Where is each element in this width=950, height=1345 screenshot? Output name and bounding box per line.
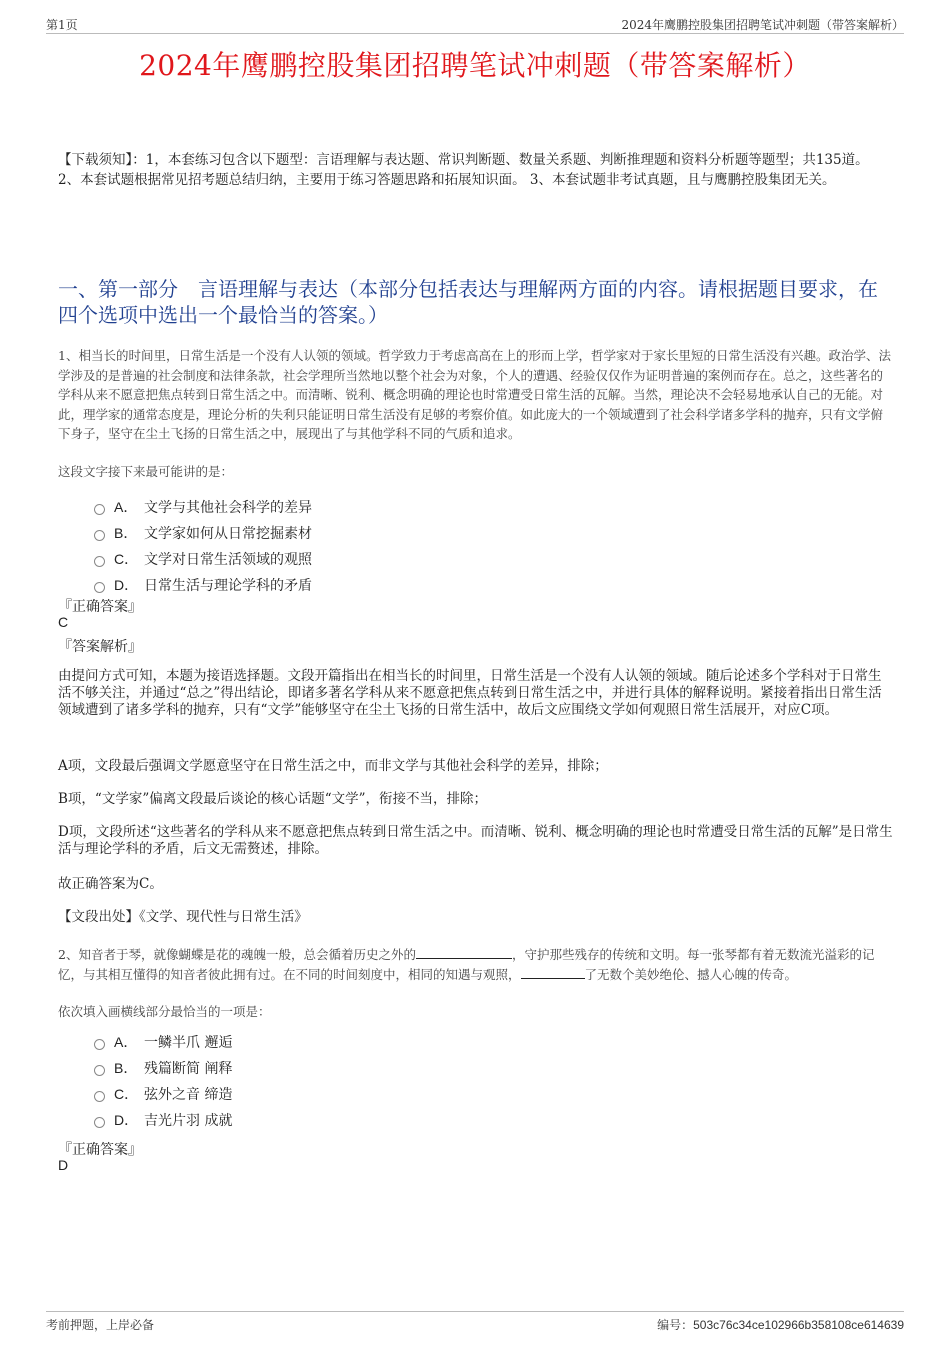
footer-code: 编号：503c76c34ce102966b358108ce614639 — [657, 1318, 904, 1332]
question-1-text: 1、相当长的时间里，日常生活是一个没有人认领的领域。哲学致力于考虑高高在上的形而上学，哲学家对于家长里短的日常生活没有兴趣。政治学、法学涉及的是普遍的社会制度和法律条款，社会学理所当然地以整个社会为对象，个人的遭遇、经验仅仅作为证明普遍的案例而存在。总之，这些著名的学科从来不愿意把焦点转到日常生活之中。而清晰、锐利、概念明确的理论也时常遭受日常生活的瓦解。当然，理论决不会轻易地承认自己的无能。对此，理学家的通常态度是，理论分析的失利只能证明日常生活没有足够的考察价值。如此庞大的一个领域遭到了社会科学诸多学科的抛弃，只有文学俯下身子，坚守在尘土飞扬的日常生活之中，展现出了与其他学科不同的气质和追求。 — [58, 348, 891, 441]
download-notice: 【下载须知】：1，本套练习包含以下题型：言语理解与表达题、常识判断题、数量关系题、判断推理题和资料分析题等题型；共135道。 2、本套试题根据常见招考题总结归纳，主要用于练习答题思路和拓展知识面。 3、本套试题非考试真题，且与鹰鹏控股集团无关。 — [58, 152, 869, 188]
fill-blank-2 — [521, 967, 585, 979]
question-2-options — [94, 1029, 232, 1133]
header-doc-name: 2024年鹰鹏控股集团招聘笔试冲刺题（带答案解析） — [621, 18, 904, 32]
question-2-answer: D — [58, 1157, 69, 1173]
radio-icon[interactable] — [94, 1091, 105, 1102]
question-1-option-d[interactable]: D． 日常生活与理论学科的矛盾 — [94, 572, 312, 598]
question-1-analysis-main: 由提问方式可知，本题为接语选择题。文段开篇指出在相当长的时间里，日常生活是一个没有人认领的领域。随后论述多个学科对于日常生活不够关注，并通过“总之”得出结论，即诸多著名学科从来不愿意把焦点转到日常生活之中，并进行具体的解释说明。紧接着指出日常生活领域遭到了诸多学科的抛弃，只有“文学”能够坚守在尘土飞扬的日常生活中，故后文应围绕文学如何观照日常生活展开，对应C项。 — [58, 668, 882, 718]
question-1-analysis-label: 『答案解析』 — [58, 639, 142, 655]
question-2-option-d[interactable]: D． 吉光片羽 成就 — [94, 1107, 232, 1133]
radio-icon[interactable] — [94, 504, 105, 515]
page-footer — [46, 1311, 904, 1333]
question-1-source: 【文段出处】《文学、现代性与日常生活》 — [58, 909, 308, 925]
question-2-prompt: 依次填入画横线部分最恰当的一项是： — [58, 1004, 271, 1019]
question-1-option-a[interactable]: A． 文学与其他社会科学的差异 — [94, 494, 312, 520]
radio-icon[interactable] — [94, 556, 105, 567]
page-number: 第1页 — [46, 18, 78, 32]
question-1-options — [94, 494, 312, 598]
question-1-option-c[interactable]: C． 文学对日常生活领域的观照 — [94, 546, 312, 572]
footer-slogan: 考前押题，上岸必备 — [46, 1318, 155, 1332]
section-title: 一、第一部分 言语理解与表达（本部分包括表达与理解两方面的内容。请根据题目要求，在四个选项中选出一个最恰当的答案。） — [58, 277, 878, 327]
question-1-answer-label: 『正确答案』 — [58, 599, 142, 615]
fill-blank-1 — [416, 947, 512, 959]
radio-icon[interactable] — [94, 582, 105, 593]
question-1-analysis-conclusion: 故正确答案为C。 — [58, 876, 163, 892]
question-1-prompt: 这段文字接下来最可能讲的是： — [58, 464, 234, 479]
question-1-option-b[interactable]: B． 文学家如何从日常挖掘素材 — [94, 520, 312, 546]
question-2-option-c[interactable]: C． 弦外之音 缔造 — [94, 1081, 232, 1107]
radio-icon[interactable] — [94, 1117, 105, 1128]
question-1-answer: C — [58, 614, 69, 630]
page-header — [46, 14, 904, 34]
question-1-analysis-b: B项，“文学家”偏离文段最后谈论的核心话题“文学”，衔接不当，排除； — [58, 791, 488, 807]
radio-icon[interactable] — [94, 1039, 105, 1050]
question-1-analysis-d: D项，文段所述“这些著名的学科从来不愿意把焦点转到日常生活之中。而清晰、锐利、概念明确的理论也时常遭受日常生活的瓦解”是日常生活与理论学科的矛盾，后文无需赘述，排除。 — [58, 824, 893, 857]
question-1-analysis-a: A项，文段最后强调文学愿意坚守在日常生活之中，而非文学与其他社会科学的差异，排除； — [58, 758, 608, 774]
radio-icon[interactable] — [94, 530, 105, 541]
question-2-text: 2、知音者于琴，就像蝴蝶是花的魂魄一般，总会循着历史之外的 ，守护那些残存的传统和文明。每一张琴都有着无数流光溢彩的记忆，与其相互懂得的知音者彼此拥有过。在不同的时间刻度中，相同的知遇与观照， 了无数个美妙绝伦、撼人心魄的传奇。 — [58, 947, 875, 982]
question-2-option-b[interactable]: B． 残篇断简 阐释 — [94, 1055, 232, 1081]
document-title: 2024年鹰鹏控股集团招聘笔试冲刺题（带答案解析） — [139, 49, 811, 82]
radio-icon[interactable] — [94, 1065, 105, 1076]
question-2-option-a[interactable]: A． 一鳞半爪 邂逅 — [94, 1029, 232, 1055]
question-2-answer-label: 『正确答案』 — [58, 1142, 142, 1158]
